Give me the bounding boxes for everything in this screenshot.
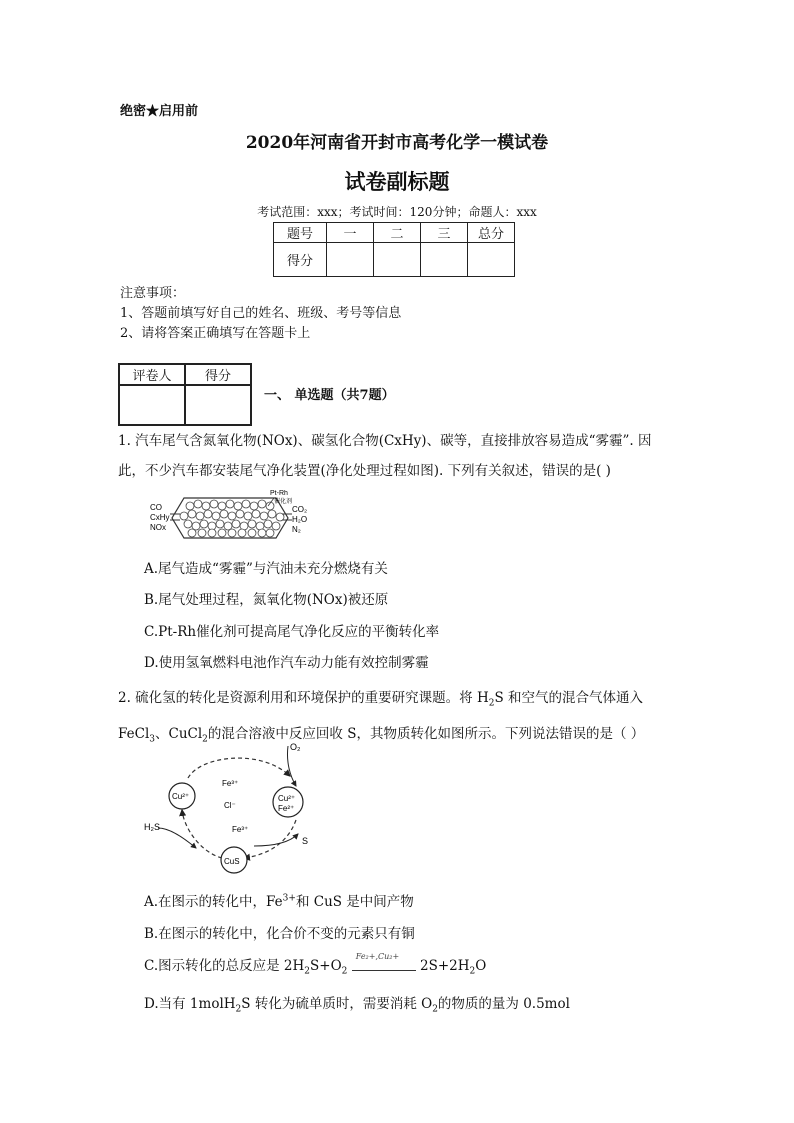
- cu2-right-label: Cu²⁺: [278, 794, 296, 803]
- section-title: 一、 单选题（共7题）: [264, 388, 395, 403]
- score-table: [273, 222, 515, 277]
- score-row-label: 得分: [274, 243, 327, 277]
- score-header-cell: 总分: [468, 223, 515, 243]
- option-d[interactable]: D.当有 1molH$_2$S 转化为硫单质时，需要消耗 $O_2$的物质的量为 0.5mol: [144, 996, 570, 1015]
- score-header-cell: 一: [327, 223, 374, 243]
- question-2-line: 2. 硫化氢的转化是资源利用和环境保护的重要研究课题。将 $H_2S$ 和空气的混合气体通入: [118, 690, 644, 709]
- cl-center-label: Cl⁻: [224, 801, 236, 810]
- secret-label: 绝密★启用前: [120, 104, 199, 119]
- grader-header-cell: 得分: [185, 364, 251, 385]
- cus-label: CuS: [224, 857, 240, 866]
- score-cell[interactable]: [468, 243, 515, 277]
- o2-label: O₂: [290, 742, 301, 752]
- exam-subtitle: 试卷副标题: [344, 169, 450, 194]
- output-label-n2: N₂: [292, 525, 301, 534]
- option-c[interactable]: C.图示转化的总反应是 $2H_2S+O_2$ Fe₂+,Cu₂+ $2S+2H_2O$: [144, 951, 487, 977]
- catalyst-label-cn: 催化剂: [274, 499, 293, 505]
- option-c[interactable]: C.Pt-Rh催化剂可提高尾气净化反应的平衡转化率: [144, 624, 440, 640]
- grader-table: [118, 363, 252, 426]
- cu2-left-label: Cu²⁺: [172, 792, 190, 801]
- grader-cell[interactable]: [185, 385, 251, 425]
- option-b[interactable]: B.尾气处理过程，氮氧化物(NOx)被还原: [144, 592, 389, 608]
- question-1-stem: [118, 426, 678, 486]
- exam-info: 考试范围：xxx；考试时间：120分钟；命题人：xxx: [257, 205, 537, 219]
- input-label-co: CO: [150, 503, 162, 512]
- score-cell[interactable]: [374, 243, 421, 277]
- score-header-cell: 三: [421, 223, 468, 243]
- fe3-center-label: Fe³⁺: [222, 779, 239, 788]
- option-d[interactable]: D.使用氢氧燃料电池作汽车动力能有效控制雾霾: [144, 655, 429, 671]
- notice-item: 1、答题前填写好自己的姓名、班级、考号等信息: [120, 306, 402, 321]
- fe3-lower-label: Fe³⁺: [232, 825, 249, 834]
- question-1-line: 此，不少汽车都安装尾气净化装置(净化处理过程如图). 下列有关叙述，错误的是( ): [118, 463, 611, 479]
- fe2-right-label: Fe²⁺: [278, 804, 295, 813]
- output-label-h2o: H₂O: [292, 515, 308, 524]
- grader-cell[interactable]: [119, 385, 185, 425]
- score-header-cell: 二: [374, 223, 421, 243]
- question-1-line: 1. 汽车尾气含氮氧化物(NOx)、碳氢化合物(CxHy)、碳等，直接排放容易造成“雾霾”. 因: [118, 433, 652, 449]
- score-cell[interactable]: [327, 243, 374, 277]
- input-label-cxhy: CxHy: [150, 513, 170, 522]
- catalyst-label: Pt-Rh: [270, 490, 288, 497]
- notice-item: 2、请将答案正确填写在答题卡上: [120, 326, 311, 341]
- option-b[interactable]: B.在图示的转化中，化合价不变的元素只有铜: [144, 926, 415, 942]
- input-label-nox: NOx: [150, 523, 166, 532]
- score-header-cell: 题号: [274, 223, 327, 243]
- s-label: S: [302, 836, 309, 846]
- sulfur-cycle-diagram: [140, 738, 340, 876]
- notice-title: 注意事项：: [120, 286, 186, 301]
- exhaust-converter-diagram: [146, 490, 316, 546]
- h2s-label: H₂S: [144, 822, 160, 832]
- output-label-co2: CO₂: [292, 505, 308, 514]
- option-a[interactable]: A.尾气造成“雾霾”与汽油未充分燃烧有关: [144, 561, 388, 577]
- option-a[interactable]: A.在图示的转化中，$Fe^{3+}$和 CuS 是中间产物: [144, 893, 414, 910]
- grader-header-cell: 评卷人: [119, 364, 185, 385]
- reaction-condition-arrow: Fe₂+,Cu₂+: [352, 960, 416, 974]
- exam-title: 2020年河南省开封市高考化学一模试卷: [245, 133, 549, 153]
- question-2-line: FeCl$_3$、CuCl$_2$的混合溶液中反应回收 S，其物质转化如图所示。下列说法错误的是（ ）: [118, 725, 645, 745]
- score-cell[interactable]: [421, 243, 468, 277]
